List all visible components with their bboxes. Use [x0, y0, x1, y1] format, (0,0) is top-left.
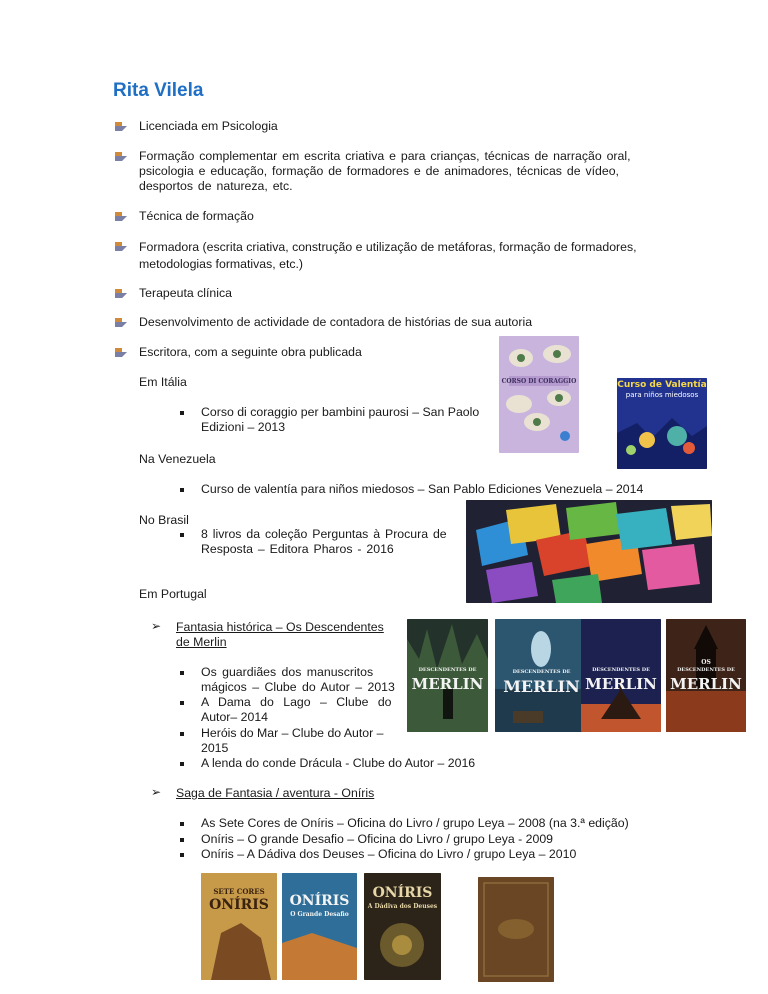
bullet-icon [113, 210, 129, 224]
cover-subtitle: A Dádiva dos Deuses [367, 903, 438, 910]
bullet-icon [113, 240, 129, 254]
item-oniris-3: Oníris – A Dádiva dos Deuses – Oficina do Livro / grupo Leya – 2010 [201, 847, 577, 861]
square-bullet [180, 533, 184, 537]
cover-merlin-4 [666, 619, 746, 732]
item-venezuela: Curso de valentía para niños miedosos – San Pablo Ediciones Venezuela – 2014 [201, 482, 644, 496]
cover-merlin-3 [581, 619, 661, 732]
heading-merlin [176, 620, 384, 650]
cover-oniris-2 [282, 873, 357, 980]
text-line: 8 livros da coleção Perguntas à Procura de [201, 527, 447, 541]
cover-merlin-1 [407, 619, 488, 732]
bullet-text-terapeuta: Terapeuta clínica [139, 286, 232, 300]
text-line: A Dama do Lago – Clube do [201, 695, 392, 709]
cover-oniris-3 [364, 873, 441, 980]
cover-oniris-1 [201, 873, 277, 980]
cover-title: DESCENDENTES DE [512, 669, 571, 675]
cover-title: DESCENDENTES DE [418, 667, 477, 673]
text-line: psicologia e educação, formação de formadores e de animadores, técnicas de vídeo, [139, 164, 619, 178]
text-line: 2015 [201, 741, 229, 755]
text-line: Fantasia histórica – Os Descendentes [176, 620, 384, 634]
text-line: Resposta – Editora Pharos - 2016 [201, 542, 394, 556]
heading-oniris: Saga de Fantasia / aventura - Oníris [176, 786, 375, 800]
cover-oniris-word: ONÍRIS [209, 897, 269, 913]
square-bullet [180, 671, 184, 675]
bullet-icon [113, 287, 129, 301]
cover-title: DESCENDENTES DE [677, 667, 735, 673]
square-bullet [180, 822, 184, 826]
cover-brown-book [478, 877, 554, 982]
text-line: Formação complementar em escrita criativa e para crianças, técnicas de narração oral, [139, 149, 631, 163]
cover-title: DESCENDENTES DE [592, 667, 650, 673]
text-line: mágicos – Clube do Autor – 2013 [201, 680, 395, 694]
item-merlin-1 [201, 665, 395, 695]
bullet-icon [113, 150, 129, 164]
heading-venezuela: Na Venezuela [139, 452, 216, 466]
square-bullet [180, 853, 184, 857]
cover-merlin-word: MERLIN [411, 675, 484, 693]
heading-brasil: No Brasil [139, 513, 189, 527]
item-merlin-2 [201, 695, 395, 725]
cover-title: Curso de Valentía [617, 380, 707, 390]
photo-art [466, 500, 712, 603]
text-line: Edizioni – 2013 [201, 420, 286, 434]
bullet-icon [113, 120, 129, 134]
cover-merlin-word: MERLIN [670, 675, 742, 693]
cover-oniris-word: ONÍRIS [289, 893, 350, 909]
cover-corso-di-coraggio [499, 336, 579, 453]
cover-subtitle: O Grande Desafio [290, 911, 349, 918]
cover-curso-de-valentia [617, 378, 707, 469]
bullet-text-psicologia: Licenciada em Psicologia [139, 119, 278, 133]
arrow-bullet-icon: ➢ [151, 785, 162, 799]
item-oniris-2: Oníris – O grande Desafio – Oficina do Livro / grupo Leya - 2009 [201, 832, 554, 846]
cover-art [282, 873, 357, 980]
cover-merlin-word: MERLIN [503, 677, 580, 696]
cover-art [495, 619, 588, 732]
text-line: metodologias formativas, etc.) [139, 257, 304, 271]
heading-italia: Em Itália [139, 375, 187, 389]
text-line: desportos de natureza, etc. [139, 179, 293, 193]
square-bullet [180, 701, 184, 705]
text-line: Heróis do Mar – Clube do Autor – [201, 726, 384, 740]
item-brasil [201, 527, 454, 557]
square-bullet [180, 411, 184, 415]
item-merlin-4: A lenda do conde Drácula - Clube do Autor – 2016 [201, 756, 476, 770]
heading-portugal: Em Portugal [139, 587, 207, 601]
cover-merlin-2 [495, 619, 588, 732]
bullet-icon [113, 346, 129, 360]
cover-art [478, 877, 554, 982]
square-bullet [180, 838, 184, 842]
square-bullet [180, 762, 184, 766]
bullet-icon [113, 316, 129, 330]
cover-title-top: OS [701, 659, 711, 666]
item-italia [201, 405, 479, 435]
bullet-text-tecnica: Técnica de formação [139, 209, 254, 223]
cover-title: CORSO DI CORAGGIO [501, 378, 577, 385]
text-line: de Merlin [176, 635, 227, 649]
item-oniris-1: As Sete Cores de Oníris – Oficina do Livro / grupo Leya – 2008 (na 3.ª edição) [201, 816, 629, 830]
text-line: Formadora (escrita criativa, construção e utilização de metáforas, formação de formadores, [139, 240, 637, 254]
square-bullet [180, 488, 184, 492]
cover-art [499, 336, 579, 453]
bullet-text-escritora: Escritora, com a seguinte obra publicada [139, 345, 362, 359]
cover-subtitle: para niños miedosos [625, 391, 699, 399]
bullet-text-formacao [139, 149, 655, 194]
cover-title-top: SETE CORES [213, 887, 265, 896]
text-line: Os guardiães dos manuscritos [201, 665, 374, 679]
text-line: Corso di coraggio per bambini paurosi – San Paolo [201, 405, 480, 419]
text-line: Autor– 2014 [201, 710, 269, 724]
item-merlin-3 [201, 726, 384, 756]
cover-oniris-word: ONÍRIS [372, 885, 433, 901]
cover-merlin-word: MERLIN [585, 675, 657, 693]
square-bullet [180, 732, 184, 736]
page-title: Rita Vilela [113, 80, 204, 101]
arrow-bullet-icon: ➢ [151, 619, 162, 633]
bullet-text-formadora [139, 240, 659, 272]
photo-livros-brasil [466, 500, 712, 603]
bullet-text-desenvolvimento: Desenvolvimento de actividade de contadora de histórias de sua autoria [139, 315, 533, 329]
